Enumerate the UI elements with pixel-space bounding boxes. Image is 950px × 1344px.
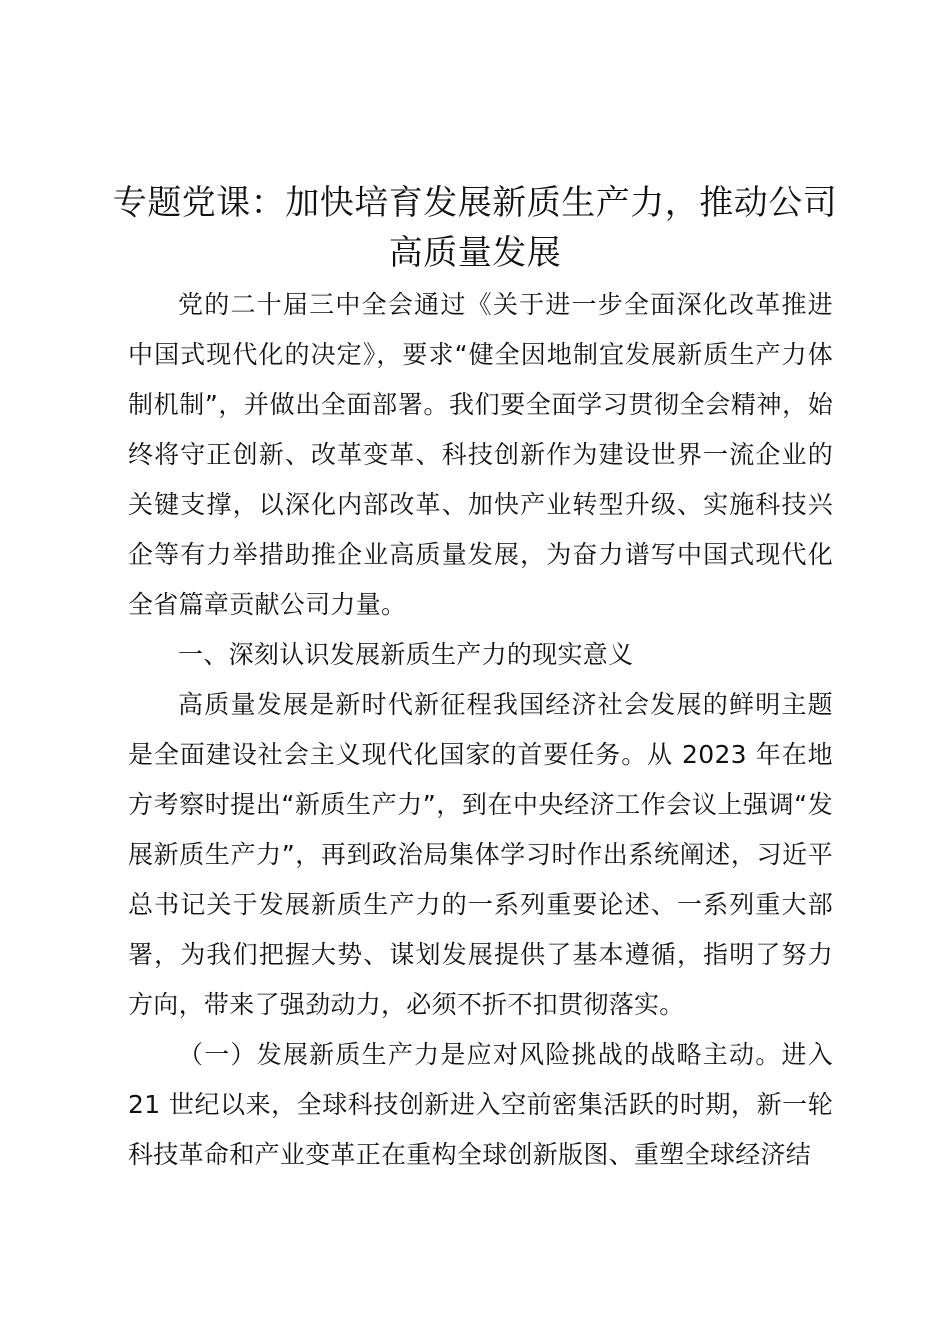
paragraph-intro: 党的二十届三中全会通过《关于进一步全面深化改革推进中国式现代化的决定》，要求“健全因地制宜发展新质生产力体制机制”，并做出全面部署。我们要全面学习贯彻全会精神，始终将守正创新、改革变革、科技创新作为建设世界一流企业的关键支撑，以深化内部改革、加快产业转型升级、实施科技兴企等有力举措助推企业高质量发展，为奋力谱写中国式现代化全省篇章贡献公司力量。 [128,290,833,619]
document-body [128,280,833,1180]
document-title: 专题党课：加快培育发展新质生产力，推动公司高质量发展 [112,183,838,273]
paragraph-subsection-1: （一）发展新质生产力是应对风险挑战的战略主动。进入 21 世纪以来，全球科技创新进入空前密集活跃的时期，新一轮科技革命和产业变革正在重构全球创新版图、重塑全球经济结 [128,1040,833,1169]
paragraph-high-quality-development: 高质量发展是新时代新征程我国经济社会发展的鲜明主题是全面建设社会主义现代化国家的首要任务。从 2023 年在地方考察时提出“新质生产力”，到在中央经济工作会议上强调“发展新质生产力”，再到政治局集体学习时作出系统阐述，习近平总书记关于发展新质生产力的一系列重要论述、一系列重大部署，为我们把握大势、谋划发展提供了基本遵循，指明了努力方向，带来了强劲动力，必须不折不扣贯彻落实。 [128,690,833,1019]
section-heading-1: 一、深刻认识发展新质生产力的现实意义 [178,640,634,669]
